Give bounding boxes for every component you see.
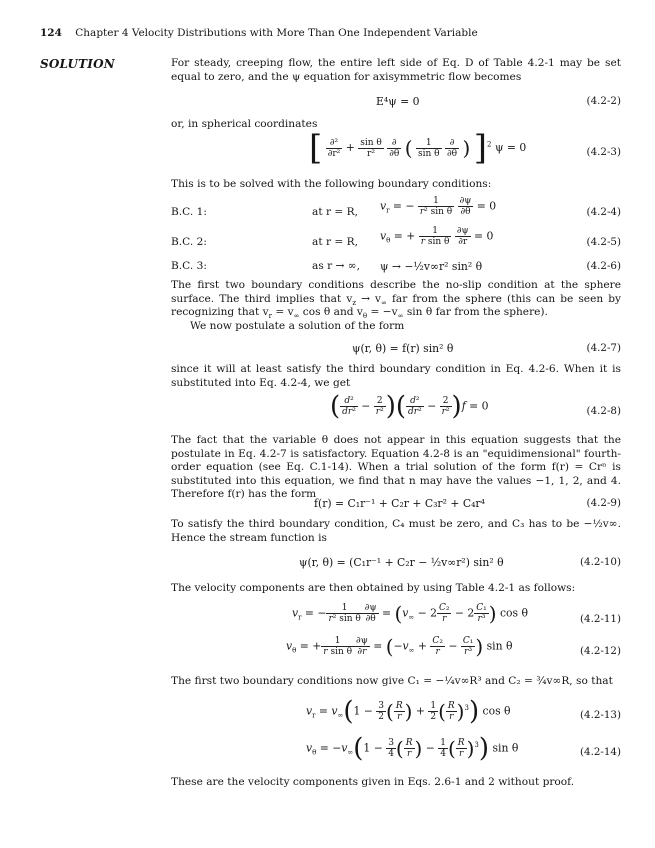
- paragraph-spherical: or, in spherical coordinates: [171, 118, 318, 130]
- paragraph-postulate: We now postulate a solution of the form: [190, 320, 405, 332]
- bc3-expression: ψ → −½v∞r² sin² θ: [380, 260, 483, 273]
- equation-4-2-7: ψ(r, θ) = f(r) sin² θ: [352, 342, 454, 355]
- equation-number-4-2-3: (4.2-3): [586, 146, 621, 158]
- equation-number-4-2-13: (4.2-13): [580, 709, 621, 721]
- equation-number-4-2-8: (4.2-8): [586, 405, 621, 417]
- bc3-label: B.C. 3:: [171, 260, 207, 272]
- equation-number-4-2-12: (4.2-12): [580, 645, 621, 657]
- running-title: Chapter 4 Velocity Distributions with More Than One Independent Variable: [75, 27, 478, 39]
- equation-4-2-11: $v_r$ = − $\frac{1}{\text{r² sin θ}}$ $\frac{\partial\psi}{\partial\theta}$ = ($v_\infty - 2$ $\frac{\text{C₂}}{r}$ − 2 $\frac{\text{C₁}}{\text{r³}}$ ) cos θ: [292, 601, 529, 626]
- paragraph-intro: For steady, creeping flow, the entire left side of Eq. D of Table 4.2-1 may be set equal to zero, and the ψ equation for axisymmetric flow becomes: [171, 57, 621, 83]
- bc3-condition: as r → ∞,: [312, 260, 360, 272]
- paragraph-conclusion: These are the velocity components given in Eqs. 2.6-1 and 2 without proof.: [171, 776, 575, 788]
- paragraph-first-two-bc: The first two boundary conditions now give C₁ = −¼v∞R³ and C₂ = ¾v∞R, so that: [171, 675, 613, 687]
- bc2-condition: at r = R,: [312, 236, 358, 248]
- equation-number-4-2-10: (4.2-10): [580, 556, 621, 568]
- equation-number-4-2-5: (4.2-5): [586, 236, 621, 248]
- equation-number-4-2-4: (4.2-4): [586, 206, 621, 218]
- bc1-expression: $v_r$ = − $\frac{1}{\text{r² sin θ}}$ $\frac{\partial\psi}{\partial\theta}$ = 0: [380, 196, 497, 217]
- equation-4-2-9: f(r) = C₁r⁻¹ + C₂r + C₃r² + C₄r⁴: [314, 497, 485, 510]
- bc1-label: B.C. 1:: [171, 206, 207, 218]
- equation-4-2-14: $v_\theta = -v_\infty(1$ − $\frac{3}{4}$ ( $\frac{R}{r}$ ) − $\frac{1}{4}$ ( $\frac{R}{r}$ )$^3$) sin θ: [306, 733, 519, 764]
- solution-label: SOLUTION: [40, 57, 115, 71]
- equation-4-2-13: $v_r = v_\infty(1$ − $\frac{3}{2}$ ( $\frac{R}{r}$ ) + $\frac{1}{2}$ ( $\frac{R}{r}$ )$^3$) cos θ: [306, 696, 511, 727]
- equation-number-4-2-14: (4.2-14): [580, 746, 621, 758]
- paragraph-bc-intro: This is to be solved with the following boundary conditions:: [171, 178, 492, 190]
- equation-number-4-2-2: (4.2-2): [586, 95, 621, 107]
- equation-4-2-2: E⁴ψ = 0: [376, 95, 420, 108]
- paragraph-bc-explanation: The first two boundary conditions describe the no-slip condition at the sphere surface. The third implies that $v_z \to v_\infty$ far from the sphere (this can be seen by recognizing that $v_r = v_\infty$ cos θ and $v_\theta = -v_\infty$ sin θ far from the sphere).: [171, 279, 621, 321]
- equation-number-4-2-7: (4.2-7): [586, 342, 621, 354]
- page-number: 124: [40, 27, 62, 39]
- equation-4-2-8: ( $\frac{\text{d²}}{\text{dr²}}$ − $\frac{2}{\text{r²}}$ )( $\frac{\text{d²}}{\text{dr²}}$ − $\frac{2}{\text{r²}}$ )f = 0: [330, 391, 489, 422]
- bc1-condition: at r = R,: [312, 206, 358, 218]
- equation-4-2-12: $v_\theta$ = + $\frac{1}{\text{r sin θ}}$ $\frac{\partial\psi}{\partial r}$ = ($-v_\infty$ + $\frac{\text{C₂}}{r}$ − $\frac{\text{C₁}}{\text{r³}}$ ) sin θ: [286, 634, 513, 659]
- paragraph-equidimensional: The fact that the variable θ does not appear in this equation suggests that the postulate in Eq. 4.2-7 is satisfactory. Equation 4.2-8 is an "equidimensional" fourth-order equation (see Eq. C.1-14). When a trial solution of the form f(r) = Crⁿ is substituted into this equation, we find that n may have the values −1, 1, 2, and 4. Therefore f(r) has the form: [171, 434, 621, 501]
- equation-number-4-2-11: (4.2-11): [580, 613, 621, 625]
- paragraph-third-bc: To satisfy the third boundary condition, C₄ must be zero, and C₃ has to be −½v∞. Hence the stream function is: [171, 518, 621, 544]
- paragraph-velocity-components: The velocity components are then obtained by using Table 4.2-1 as follows:: [171, 582, 576, 594]
- running-header: [40, 27, 478, 39]
- bc2-expression: $v_\theta$ = + $\frac{1}{\text{r sin θ}}$ $\frac{\partial\psi}{\partial r}$ = 0: [380, 226, 494, 247]
- paragraph-substitution: since it will at least satisfy the third boundary condition in Eq. 4.2-6. When it is substituted into Eq. 4.2-4, we get: [171, 363, 621, 389]
- bc2-label: B.C. 2:: [171, 236, 207, 248]
- equation-number-4-2-9: (4.2-9): [586, 497, 621, 509]
- equation-number-4-2-6: (4.2-6): [586, 260, 621, 272]
- equation-4-2-3: [ $\frac{\text{∂²}}{\text{∂r²}}$ + $\frac{\text{sin θ}}{\text{r²}}$ $\frac{\partial}{\partial\theta}$ ( $\frac{1}{\text{sin θ}}$ $\frac{\partial}{\partial\theta}$ ) ]$^2$ ψ = 0: [309, 128, 527, 168]
- equation-4-2-10: ψ(r, θ) = (C₁r⁻¹ + C₂r − ½v∞r²) sin² θ: [299, 556, 504, 569]
